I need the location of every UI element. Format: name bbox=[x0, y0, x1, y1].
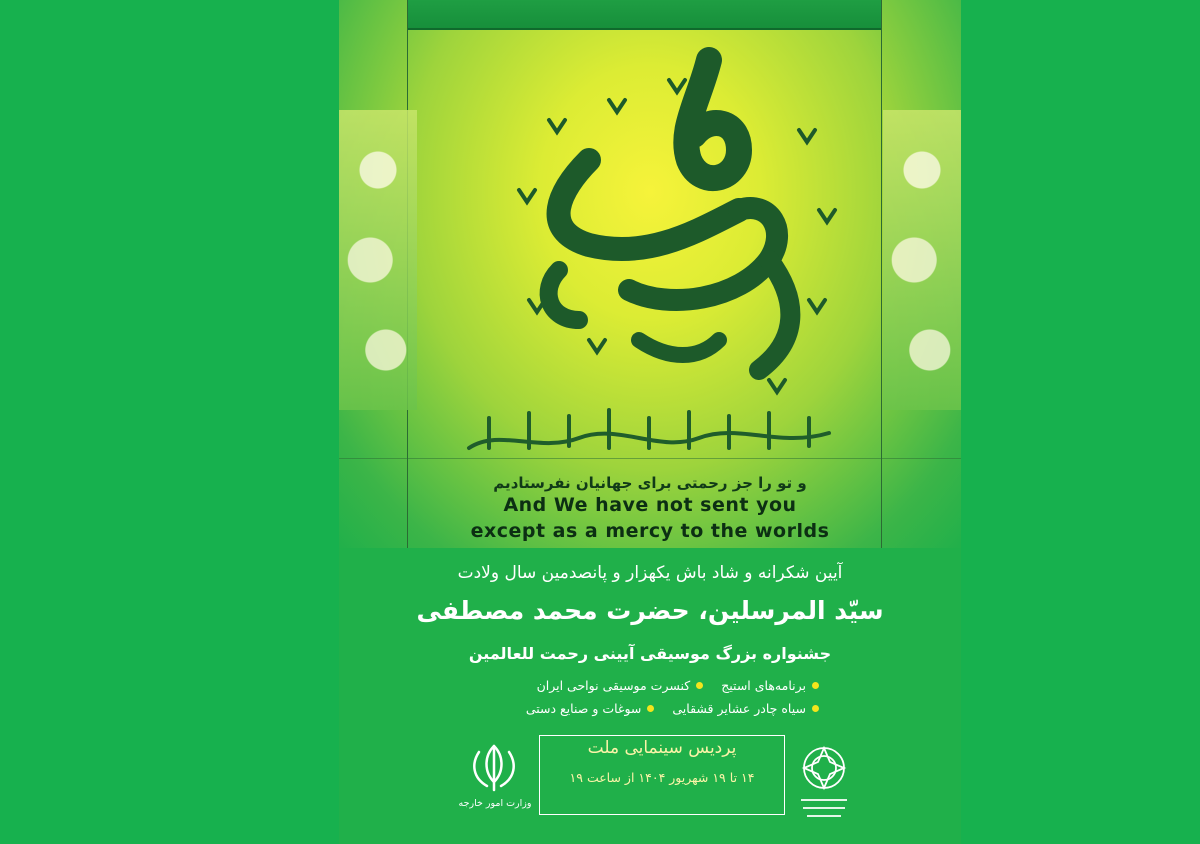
program-label: برنامه‌های استیج bbox=[721, 678, 806, 693]
flower-decoration-right bbox=[883, 110, 961, 410]
iran-emblem-icon bbox=[449, 738, 539, 828]
event-poster bbox=[339, 0, 961, 844]
verse-english-line2: except as a mercy to the worlds bbox=[470, 520, 830, 542]
ministry-caption: وزارت امور خارجه bbox=[458, 798, 532, 809]
verse-persian: و تو را جز رحمتی برای جهانیان نفرستادیم bbox=[493, 474, 807, 492]
program-label: کنسرت موسیقی نواحی ایران bbox=[536, 678, 691, 693]
prophet-name-title: سیّد المرسلین، حضرت محمد مصطفی bbox=[416, 596, 884, 625]
bullet-icon bbox=[647, 705, 654, 712]
program-list bbox=[479, 678, 819, 724]
festival-title: جشنواره بزرگ موسیقی آیینی رحمت للعالمین bbox=[468, 644, 832, 663]
flower-decoration-left bbox=[339, 110, 417, 410]
list-item bbox=[721, 678, 819, 693]
program-label: سوغات و صنایع دستی bbox=[525, 701, 642, 716]
verse-english-line1: And We have not sent you bbox=[503, 494, 797, 516]
bullet-icon bbox=[812, 705, 819, 712]
top-band bbox=[407, 0, 881, 30]
list-item bbox=[526, 701, 655, 716]
muhammad-calligraphy-icon bbox=[439, 40, 869, 420]
bullet-icon bbox=[812, 682, 819, 689]
venue-name: پردیس سینمایی ملت bbox=[587, 738, 737, 758]
verse-calligraphy-icon bbox=[459, 398, 839, 468]
list-item bbox=[672, 701, 819, 716]
list-item bbox=[537, 678, 704, 693]
venue-date: ۱۴ تا ۱۹ شهریور ۱۴۰۴ از ساعت ۱۹ bbox=[569, 770, 755, 785]
tehran-municipality-logo-icon bbox=[789, 738, 859, 828]
verse-arabic-text bbox=[459, 400, 839, 401]
program-label: سیاه چادر عشایر قشقایی bbox=[672, 701, 806, 716]
bullet-icon bbox=[696, 682, 703, 689]
ceremony-title: آیین شکرانه و شاد باش یکهزار و پانصدمین سال ولادت bbox=[457, 563, 843, 583]
frame-line-right bbox=[881, 0, 882, 548]
